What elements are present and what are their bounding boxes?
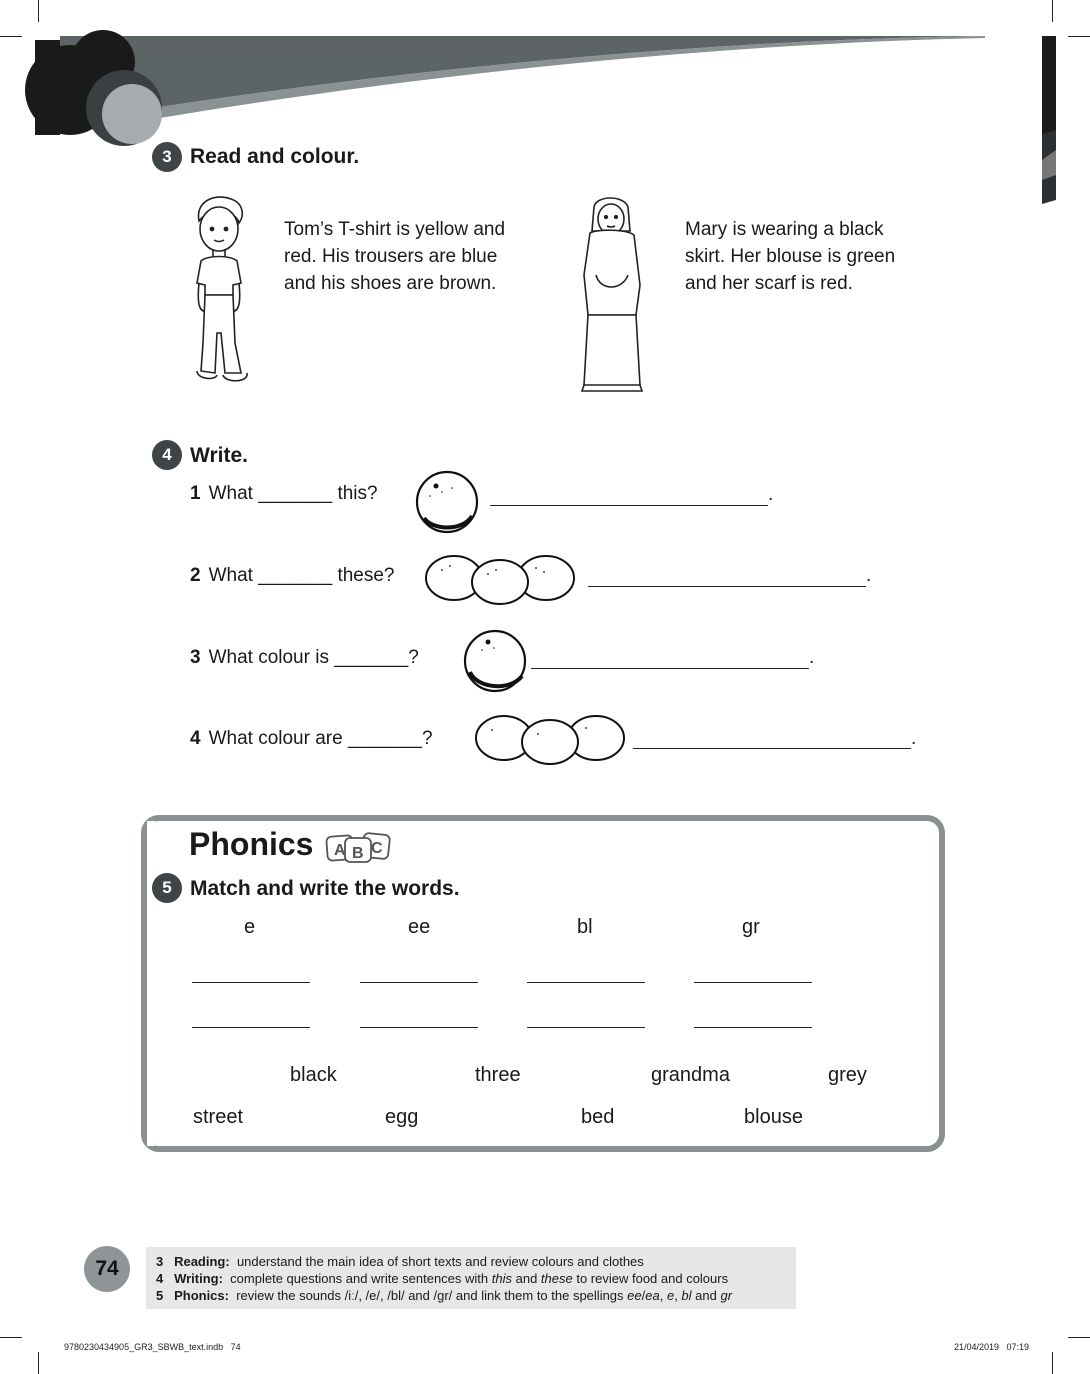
phonics-box (141, 815, 945, 1152)
mary-description: Mary is wearing a black skirt. Her blouse is green and her scarf is red. (685, 219, 896, 294)
crop-mark (1052, 1352, 1053, 1374)
footer-note-4: 4 Writing: complete questions and write sentences with this and these to review food and colours (156, 1271, 729, 1286)
phonics-title: Phonics (189, 826, 314, 862)
blank-bl-1[interactable] (527, 982, 645, 983)
badge-letter-a: A (334, 842, 346, 859)
blank-gr-1[interactable] (694, 982, 812, 983)
print-slug-left: 9780230434905_GR3_SBWB_text.indb 74 (64, 1342, 241, 1352)
question-2: 2 What _______ these? (190, 565, 395, 586)
crop-mark (1068, 1337, 1090, 1338)
answer-period: . (866, 565, 872, 586)
answer-line-4[interactable] (633, 748, 911, 749)
header-decoration (0, 0, 1090, 210)
answer-period: . (911, 728, 917, 749)
blank-gr-2[interactable] (694, 1027, 812, 1028)
footer-note-5: 5 Phonics: review the sounds /iː/, /e/, /bl/ and /gr/ and link them to the spellings ee/ea, e, bl and gr (156, 1288, 733, 1303)
question-4: 4 What colour are _______? (190, 728, 433, 749)
tom-illustration (185, 193, 257, 388)
word-grey: grey (828, 1064, 867, 1086)
crop-mark (1068, 36, 1090, 37)
blank-ee-2[interactable] (360, 1027, 478, 1028)
blank-e-1[interactable] (192, 982, 310, 983)
blank-ee-1[interactable] (360, 982, 478, 983)
print-slug-right: 21/04/2019 07:19 (954, 1342, 1030, 1352)
crop-mark (38, 1352, 39, 1374)
page-number: 74 (84, 1246, 130, 1292)
word-three: three (475, 1064, 521, 1086)
sound-e: e (244, 916, 256, 938)
sound-bl: bl (577, 916, 593, 938)
word-grandma: grandma (651, 1064, 730, 1086)
abc-blocks-icon (325, 830, 391, 864)
answer-line-1[interactable] (490, 505, 768, 506)
sound-gr: gr (742, 916, 760, 938)
blank-bl-2[interactable] (527, 1027, 645, 1028)
exercise-4-number: 4 (152, 440, 182, 470)
orange-icon (412, 468, 482, 534)
blank-e-2[interactable] (192, 1027, 310, 1028)
answer-line-3[interactable] (531, 668, 809, 669)
crop-mark (1052, 0, 1053, 22)
tom-description: Tom’s T-shirt is yellow and red. His trousers are blue and his shoes are brown. (284, 219, 506, 294)
answer-line-2[interactable] (588, 586, 866, 587)
lemons-icon (424, 552, 580, 608)
word-black: black (290, 1064, 337, 1086)
question-3: 3 What colour is _______? (190, 647, 419, 668)
lemons-icon (474, 712, 630, 768)
footer-note-3: 3 Reading: understand the main idea of short texts and review colours and clothes (156, 1254, 644, 1269)
phonics-box-gap (147, 821, 155, 1146)
exercise-3-title: Read and colour. (190, 145, 360, 168)
exercise-4-title: Write. (190, 444, 248, 467)
word-street: street (193, 1106, 244, 1128)
word-egg: egg (385, 1106, 419, 1128)
answer-period: . (768, 484, 774, 505)
crop-mark (0, 1337, 22, 1338)
sound-ee: ee (408, 916, 431, 938)
crop-mark (0, 36, 22, 37)
exercise-5-number: 5 (152, 873, 182, 903)
mary-illustration (578, 195, 648, 395)
exercise-3-number: 3 (152, 142, 182, 172)
badge-letter-c: C (371, 840, 383, 857)
orange-icon (460, 626, 530, 694)
badge-letter-b: B (352, 845, 364, 862)
word-bed: bed (581, 1106, 615, 1128)
answer-period: . (809, 647, 815, 668)
word-blouse: blouse (744, 1106, 803, 1128)
exercise-5-title: Match and write the words. (190, 877, 460, 900)
question-1: 1 What _______ this? (190, 483, 378, 504)
crop-mark (38, 0, 39, 22)
